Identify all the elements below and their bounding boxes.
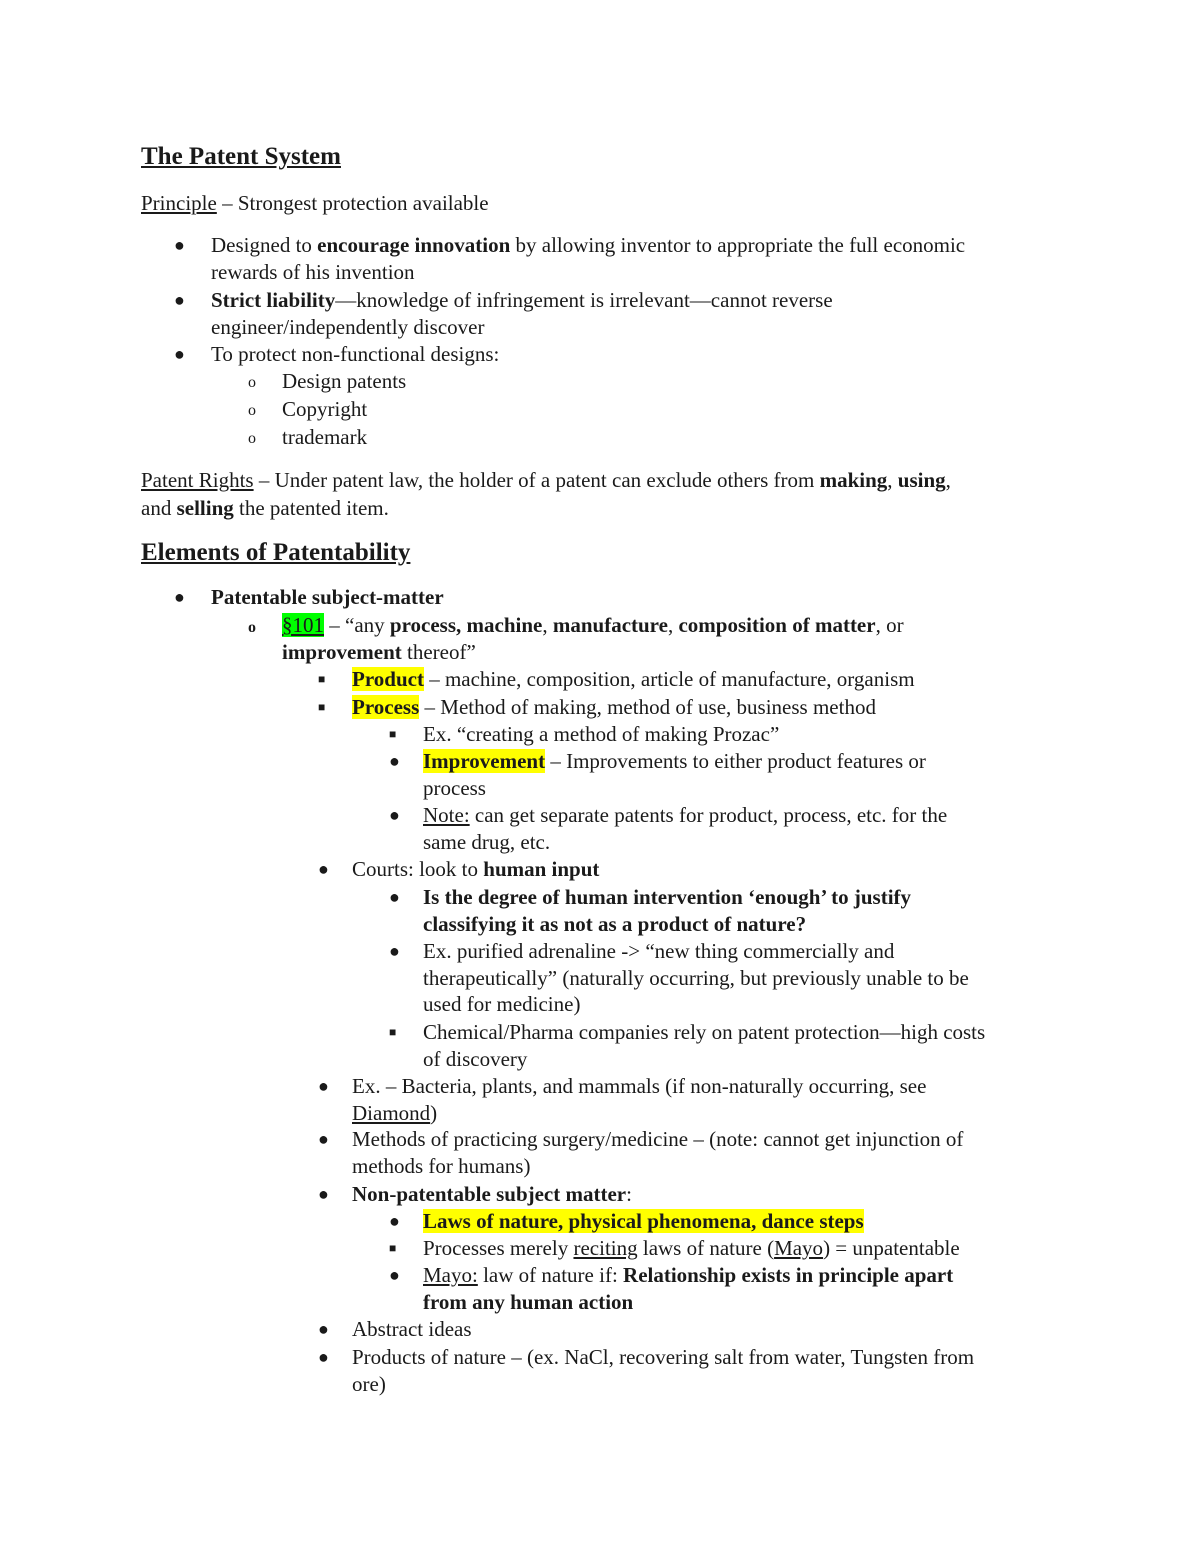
bullet-icon	[389, 748, 400, 775]
list-item: Courts: look to human input	[352, 857, 600, 881]
bullet-icon	[174, 341, 185, 368]
bullet-icon	[174, 232, 185, 259]
page-title: The Patent System	[141, 143, 341, 170]
list-item: Ex. purified adrenaline -> “new thing commercially and	[423, 939, 895, 963]
square-bullet-icon	[318, 666, 325, 693]
section-101-line: §101 – “any process, machine, manufacture, composition of matter, or	[282, 613, 904, 637]
list-item-continuation: Diamond)	[352, 1101, 438, 1125]
list-item: To protect non-functional designs:	[211, 342, 500, 366]
bullet-icon	[318, 1316, 329, 1343]
list-item-continuation: from any human action	[423, 1290, 634, 1314]
list-item: Strict liability—knowledge of infringement is irrelevant—cannot reverse	[211, 288, 833, 312]
list-item-continuation: classifying it as not as a product of nature?	[423, 912, 807, 936]
square-bullet-icon	[389, 1019, 396, 1046]
sub-list-item: trademark	[282, 425, 368, 449]
laws-highlight: Laws of nature, physical phenomena, dance steps	[423, 1209, 864, 1233]
list-item: Note: can get separate patents for product, process, etc. for the	[423, 803, 948, 827]
list-item: Patentable subject-matter	[211, 585, 444, 609]
list-item: Ex. “creating a method of making Prozac”	[423, 722, 780, 746]
list-item-continuation: engineer/independently discover	[211, 315, 485, 339]
list-item: Is the degree of human intervention ‘enough’ to justify	[423, 885, 912, 909]
bullet-icon	[389, 802, 400, 829]
list-item: Improvement – Improvements to either product features or	[423, 749, 926, 773]
list-item: Non-patentable subject matter:	[352, 1182, 632, 1206]
section-101-continuation: improvement thereof”	[282, 640, 476, 664]
bullet-icon	[318, 1344, 329, 1371]
list-item: Abstract ideas	[352, 1317, 472, 1341]
bullet-icon	[318, 1073, 329, 1100]
bullet-icon	[174, 287, 185, 314]
list-item: Product – machine, composition, article of manufacture, organism	[352, 667, 915, 691]
list-item-continuation: of discovery	[423, 1047, 528, 1071]
list-item: Methods of practicing surgery/medicine – (note: cannot get injunction of	[352, 1127, 964, 1151]
bullet-icon	[389, 1262, 400, 1289]
sub-list-item: Design patents	[282, 369, 407, 393]
patent-rights-continuation: and selling the patented item.	[141, 496, 389, 520]
principle-line: Principle – Strongest protection available	[141, 191, 489, 215]
list-item: Chemical/Pharma companies rely on patent protection—high costs	[423, 1020, 986, 1044]
patent-rights-line: Patent Rights – Under patent law, the holder of a patent can exclude others from making, using,	[141, 468, 951, 492]
bullet-icon	[389, 884, 400, 911]
list-item-continuation: used for medicine)	[423, 992, 581, 1016]
list-item: Ex. – Bacteria, plants, and mammals (if non-naturally occurring, see	[352, 1074, 927, 1098]
bullet-icon	[389, 938, 400, 965]
list-item: Products of nature – (ex. NaCl, recovering salt from water, Tungsten from	[352, 1345, 975, 1369]
list-item: Processes merely reciting laws of nature (Mayo) = unpatentable	[423, 1236, 960, 1260]
circle-bullet-icon	[248, 614, 256, 641]
list-item	[423, 1208, 864, 1235]
section-heading: Elements of Patentability	[141, 539, 411, 566]
sub-list-item: Copyright	[282, 397, 368, 421]
list-item: Process – Method of making, method of use, business method	[352, 695, 876, 719]
square-bullet-icon	[318, 694, 325, 721]
bullet-icon	[318, 1181, 329, 1208]
bullet-icon	[389, 1208, 400, 1235]
list-item-continuation: process	[423, 776, 486, 800]
list-item-continuation: therapeutically” (naturally occurring, but previously unable to be	[423, 966, 969, 990]
list-item-continuation: rewards of his invention	[211, 260, 415, 284]
list-item: Mayo: law of nature if: Relationship exists in principle apart	[423, 1263, 954, 1287]
bullet-icon	[318, 1126, 329, 1153]
square-bullet-icon	[389, 721, 396, 748]
circle-bullet-icon	[248, 397, 256, 424]
circle-bullet-icon	[248, 369, 256, 396]
list-item-continuation: ore)	[352, 1372, 386, 1396]
bullet-icon	[318, 856, 329, 883]
list-item-continuation: methods for humans)	[352, 1154, 531, 1178]
list-item-continuation: same drug, etc.	[423, 830, 551, 854]
square-bullet-icon	[389, 1235, 396, 1262]
circle-bullet-icon	[248, 425, 256, 452]
list-item: Designed to encourage innovation by allowing inventor to appropriate the full economic	[211, 233, 966, 257]
principle-label: Principle	[141, 191, 217, 215]
section-101-highlight: §101	[282, 613, 324, 637]
bullet-icon	[174, 584, 185, 611]
